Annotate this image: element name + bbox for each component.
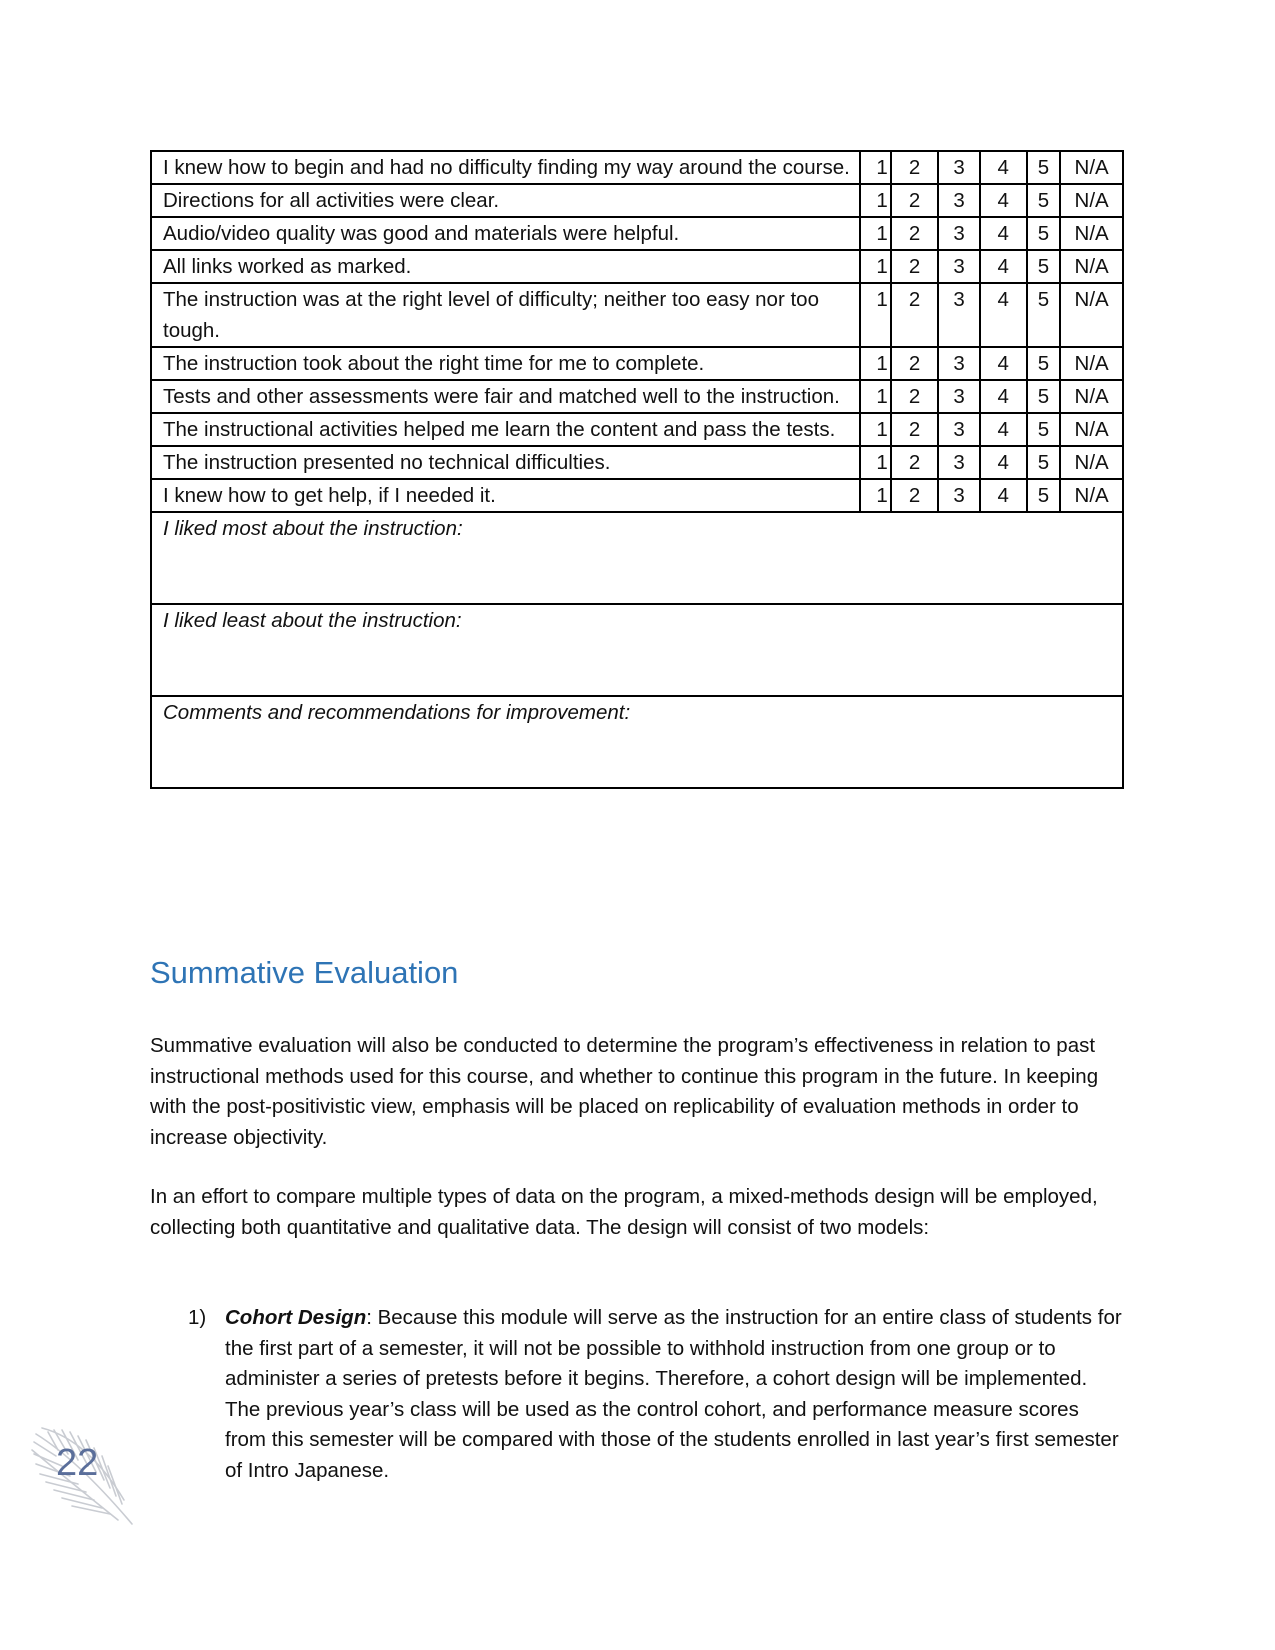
rating-option-na[interactable]: N/A <box>1060 283 1123 347</box>
survey-row <box>151 479 1123 512</box>
rating-option-3[interactable]: 3 <box>938 184 980 217</box>
rating-option-4[interactable]: 4 <box>980 380 1027 413</box>
rating-option-1[interactable]: 1 <box>860 380 891 413</box>
open-question-field[interactable]: Comments and recommendations for improvement: <box>151 696 1123 788</box>
rating-option-4[interactable]: 4 <box>980 184 1027 217</box>
survey-statement: Tests and other assessments were fair and matched well to the instruction. <box>151 380 860 413</box>
rating-option-4[interactable]: 4 <box>980 413 1027 446</box>
list-body <box>225 1303 1125 1486</box>
rating-option-5[interactable]: 5 <box>1027 217 1061 250</box>
rating-option-na[interactable]: N/A <box>1060 413 1123 446</box>
rating-option-3[interactable]: 3 <box>938 217 980 250</box>
rating-option-5[interactable]: 5 <box>1027 347 1061 380</box>
rating-option-4[interactable]: 4 <box>980 446 1027 479</box>
rating-option-5[interactable]: 5 <box>1027 184 1061 217</box>
rating-option-2[interactable]: 2 <box>891 250 939 283</box>
rating-option-1[interactable]: 1 <box>860 413 891 446</box>
survey-row <box>151 380 1123 413</box>
survey-row <box>151 151 1123 184</box>
rating-option-2[interactable]: 2 <box>891 151 939 184</box>
section-heading: Summative Evaluation <box>150 955 459 990</box>
rating-option-2[interactable]: 2 <box>891 446 939 479</box>
open-question-row <box>151 604 1123 696</box>
survey-row <box>151 250 1123 283</box>
rating-option-2[interactable]: 2 <box>891 283 939 347</box>
rating-option-3[interactable]: 3 <box>938 479 980 512</box>
survey-row <box>151 413 1123 446</box>
rating-option-4[interactable]: 4 <box>980 479 1027 512</box>
survey-statement: All links worked as marked. <box>151 250 860 283</box>
rating-option-1[interactable]: 1 <box>860 446 891 479</box>
paragraph: Summative evaluation will also be conducted to determine the program’s effectiveness in relation to past instructional methods used for this course, and whether to continue this program in the future. In keeping with the post-positivistic view, emphasis will be placed on replicability of evaluation methods in order to increase objectivity. <box>150 1034 1099 1149</box>
survey-row <box>151 184 1123 217</box>
list-term: Cohort Design <box>225 1306 367 1329</box>
survey-statement: Directions for all activities were clear. <box>151 184 860 217</box>
rating-option-na[interactable]: N/A <box>1060 250 1123 283</box>
rating-option-5[interactable]: 5 <box>1027 479 1061 512</box>
rating-option-1[interactable]: 1 <box>860 283 891 347</box>
open-question-field[interactable]: I liked least about the instruction: <box>151 604 1123 696</box>
rating-option-4[interactable]: 4 <box>980 151 1027 184</box>
survey-statement: The instruction was at the right level of difficulty; neither too easy nor too tough. <box>151 283 860 347</box>
evaluation-survey-table <box>150 150 1124 789</box>
rating-option-3[interactable]: 3 <box>938 446 980 479</box>
rating-option-2[interactable]: 2 <box>891 184 939 217</box>
rating-option-4[interactable]: 4 <box>980 347 1027 380</box>
rating-option-5[interactable]: 5 <box>1027 283 1061 347</box>
rating-option-3[interactable]: 3 <box>938 250 980 283</box>
survey-row <box>151 283 1123 347</box>
list-number: 1) <box>188 1306 207 1329</box>
list-text: : Because this module will serve as the instruction for an entire class of students for the first part of a semester, it will not be possible to withhold instruction from one group or to administer a series of pretests before it begins. Therefore, a cohort design will be implemented. The previous year’s class will be used as the control cohort, and performance measure scores from this semester will be compared with those of the students enrolled in last year’s first semester of Intro Japanese. <box>225 1306 1122 1482</box>
rating-option-1[interactable]: 1 <box>860 184 891 217</box>
rating-option-4[interactable]: 4 <box>980 283 1027 347</box>
rating-option-2[interactable]: 2 <box>891 413 939 446</box>
rating-option-na[interactable]: N/A <box>1060 151 1123 184</box>
rating-option-1[interactable]: 1 <box>860 347 891 380</box>
survey-statement: The instructional activities helped me learn the content and pass the tests. <box>151 413 860 446</box>
rating-option-na[interactable]: N/A <box>1060 446 1123 479</box>
rating-option-1[interactable]: 1 <box>860 250 891 283</box>
rating-option-5[interactable]: 5 <box>1027 250 1061 283</box>
rating-option-2[interactable]: 2 <box>891 347 939 380</box>
rating-option-2[interactable]: 2 <box>891 479 939 512</box>
rating-option-na[interactable]: N/A <box>1060 217 1123 250</box>
rating-option-4[interactable]: 4 <box>980 217 1027 250</box>
rating-option-na[interactable]: N/A <box>1060 479 1123 512</box>
open-question-row <box>151 696 1123 788</box>
survey-row <box>151 446 1123 479</box>
rating-option-3[interactable]: 3 <box>938 413 980 446</box>
survey-row <box>151 217 1123 250</box>
survey-statement: The instruction presented no technical difficulties. <box>151 446 860 479</box>
survey-statement: Audio/video quality was good and materials were helpful. <box>151 217 860 250</box>
rating-option-1[interactable]: 1 <box>860 151 891 184</box>
rating-option-5[interactable]: 5 <box>1027 151 1061 184</box>
survey-row <box>151 347 1123 380</box>
rating-option-3[interactable]: 3 <box>938 347 980 380</box>
rating-option-4[interactable]: 4 <box>980 250 1027 283</box>
rating-option-3[interactable]: 3 <box>938 380 980 413</box>
rating-option-5[interactable]: 5 <box>1027 380 1061 413</box>
rating-option-2[interactable]: 2 <box>891 217 939 250</box>
rating-option-na[interactable]: N/A <box>1060 347 1123 380</box>
rating-option-2[interactable]: 2 <box>891 380 939 413</box>
open-question-field[interactable]: I liked most about the instruction: <box>151 512 1123 604</box>
survey-statement: The instruction took about the right time for me to complete. <box>151 347 860 380</box>
page-number: 22 <box>56 1442 99 1484</box>
rating-option-3[interactable]: 3 <box>938 151 980 184</box>
rating-option-na[interactable]: N/A <box>1060 380 1123 413</box>
page-footer <box>28 1420 138 1530</box>
rating-option-na[interactable]: N/A <box>1060 184 1123 217</box>
open-question-row <box>151 512 1123 604</box>
rating-option-5[interactable]: 5 <box>1027 446 1061 479</box>
rating-option-1[interactable]: 1 <box>860 479 891 512</box>
rating-option-1[interactable]: 1 <box>860 217 891 250</box>
survey-statement: I knew how to get help, if I needed it. <box>151 479 860 512</box>
rating-option-3[interactable]: 3 <box>938 283 980 347</box>
paragraph: In an effort to compare multiple types of data on the program, a mixed-methods design will be employed, collecting both quantitative and qualitative data. The design will consist of two models: <box>150 1185 1098 1239</box>
survey-statement: I knew how to begin and had no difficulty finding my way around the course. <box>151 151 860 184</box>
rating-option-5[interactable]: 5 <box>1027 413 1061 446</box>
